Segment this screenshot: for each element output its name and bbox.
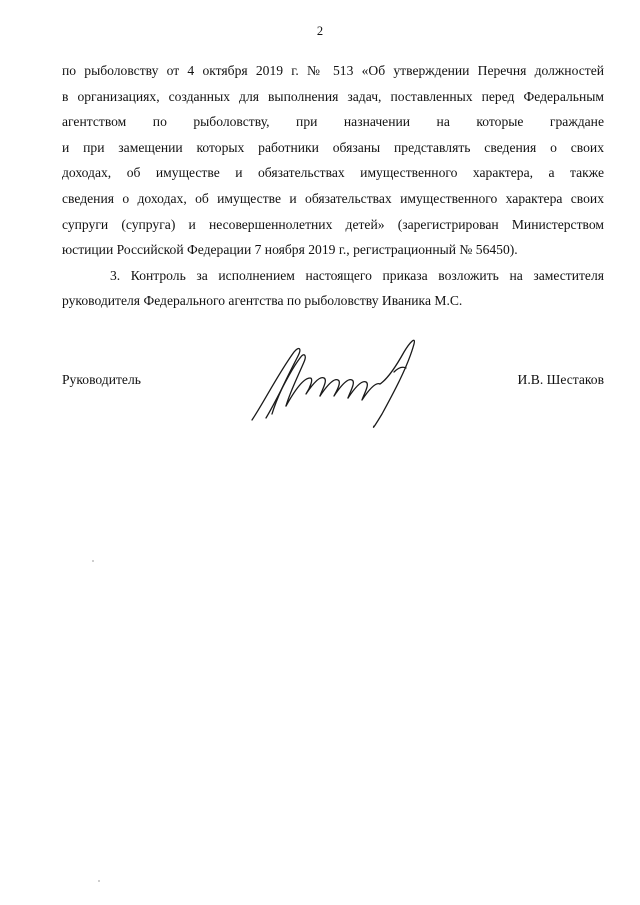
text-line: сведения о доходах, об имуществе и обязательствах имущественного характера своих [62, 190, 604, 206]
signatory-title: Руководитель [62, 372, 141, 387]
signatory-name: И.В. Шестаков [517, 372, 604, 387]
text-line: 3. Контроль за исполнением настоящего приказа возложить на заместителя [110, 267, 604, 283]
scan-speck [92, 560, 94, 562]
text-line: в организациях, созданных для выполнения задач, поставленных перед Федеральным [62, 88, 604, 104]
text-line: агентством по рыболовству, при назначении на которые граждане [62, 114, 604, 130]
scan-speck [98, 880, 100, 882]
paragraph-order-reference [62, 58, 604, 263]
document-body [62, 58, 604, 314]
text-line: доходах, об имуществе и обязательствах имущественного характера, а также [62, 165, 604, 181]
text-line: супруги (супруга) и несовершеннолетних детей» (зарегистрирован Министерством [62, 216, 604, 232]
text-line: и при замещении которых работники обязаны представлять сведения о своих [62, 139, 604, 155]
handwritten-signature [244, 322, 444, 432]
text-line: юстиции Российской Федерации 7 ноября 2019 г., регистрационный № 56450). [62, 242, 518, 258]
text-line: руководителя Федерального агентства по рыболовству Иваника М.С. [62, 293, 463, 309]
paragraph-control-clause [62, 263, 604, 314]
page-number: 2 [316, 24, 324, 38]
text-line: по рыболовству от 4 октября 2019 г. № 513 «Об утверждении Перечня должностей [62, 63, 604, 78]
